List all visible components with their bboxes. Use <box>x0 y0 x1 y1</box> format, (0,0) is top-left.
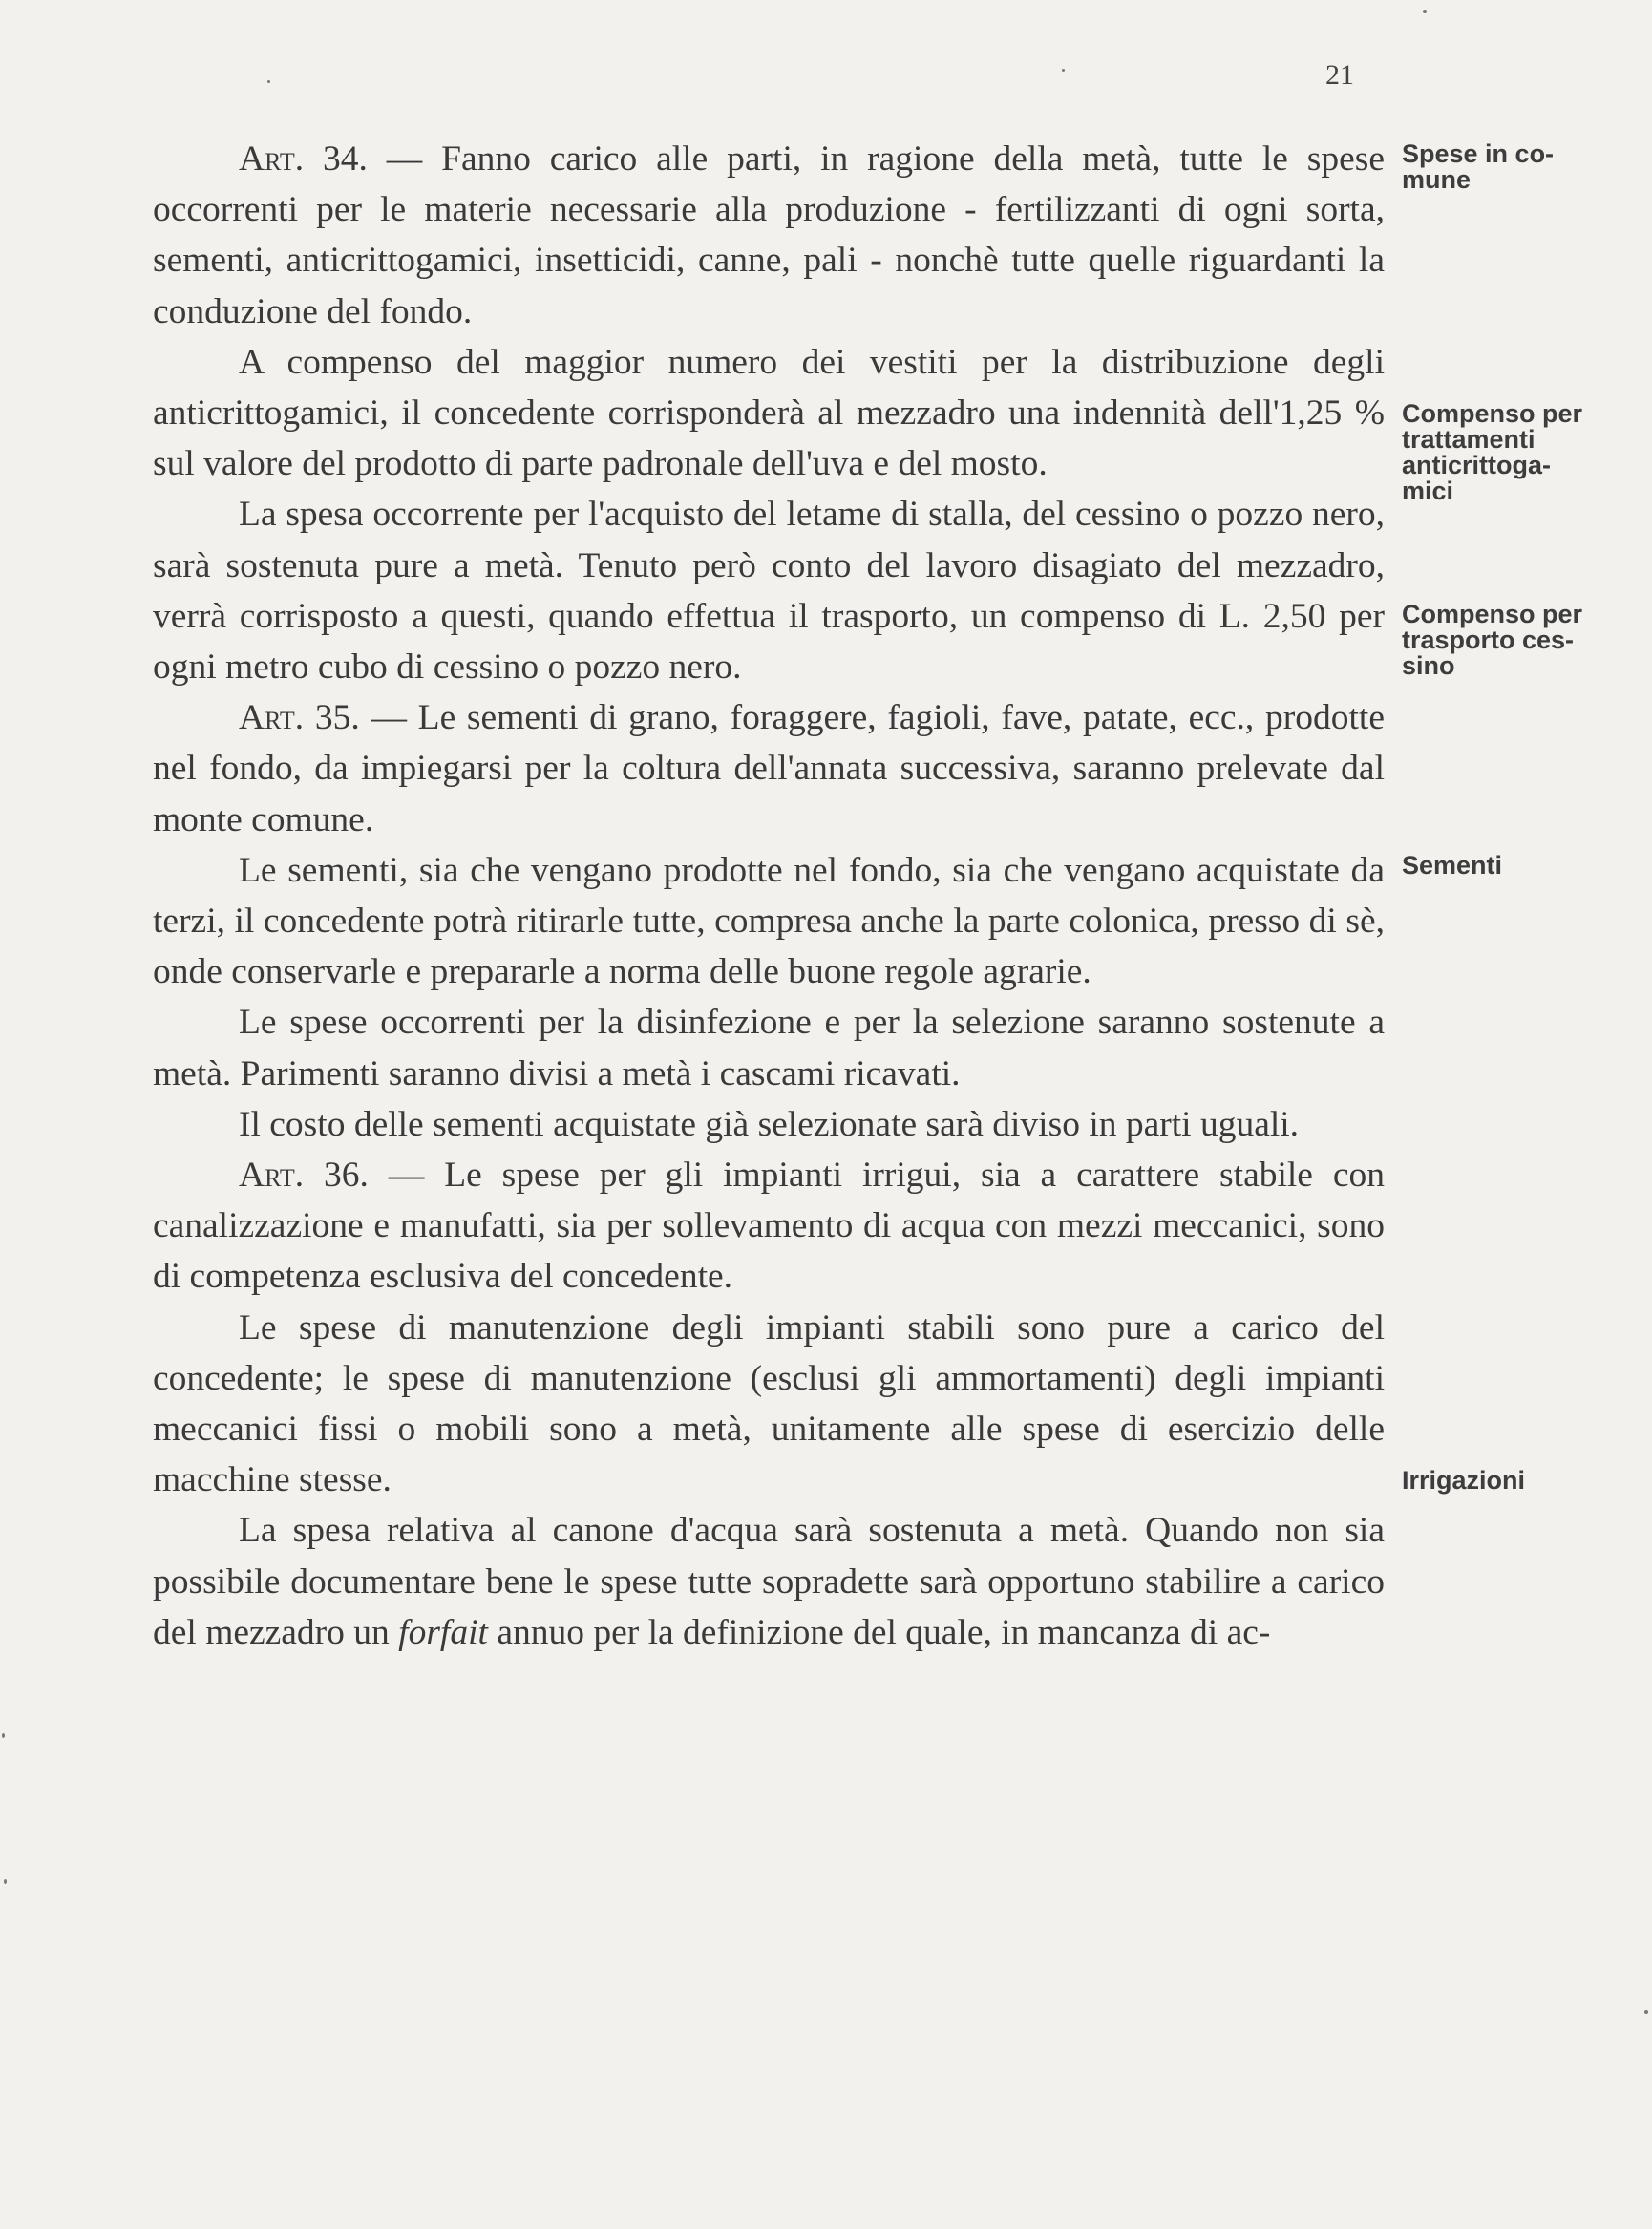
paragraph <box>153 1505 1385 1658</box>
margin-note-sementi <box>1402 853 1593 879</box>
paragraph-text: Le spese occorrenti per la disinfezione e per la selezione saranno sostenute a metà. Parimenti saranno divisi a metà i cascami ricavati. <box>153 1003 1385 1093</box>
margin-note-line: sino <box>1402 651 1455 680</box>
paper-speck <box>2 1733 5 1738</box>
margin-note-line: anticrittoga- <box>1402 451 1552 479</box>
page-number: 21 <box>1325 59 1354 91</box>
paragraph-text: Le spese di manutenzione degli impianti stabili sono pure a carico del concedente; le spese di manutenzione (esclusi gli ammortamenti) degli impianti meccanici fissi o mobili sono a metà, unitamente alle spese di esercizio delle macchine stesse. <box>153 1307 1385 1500</box>
margin-note-compenso-trasporto <box>1402 602 1593 679</box>
paper-speck <box>1644 2010 1648 2014</box>
margin-note-line: mici <box>1402 477 1454 505</box>
margin-note-irrigazioni <box>1402 1468 1593 1494</box>
paragraph-art-34 <box>153 134 1385 337</box>
paragraph-text-continued: annuo per la definizione del quale, in mancanza di ac- <box>487 1612 1271 1652</box>
article-label: Art. 36. <box>239 1156 369 1196</box>
paragraph <box>153 489 1385 692</box>
article-label: Art. 35. <box>239 698 360 738</box>
italic-term: forfait <box>398 1612 488 1652</box>
paragraph-text: A compenso del maggior numero dei vestiti per la distribuzione degli anticrittogamici, il concedente corrisponderà al mezzadro una indennità dell'1,25 % sul valore del prodotto di parte padronale dell'uva e del mosto. <box>153 342 1385 484</box>
paragraph <box>153 337 1385 490</box>
paragraph-text: Le sementi, sia che vengano prodotte nel fondo, sia che vengano acquistate da terzi, il concedente potrà ritirarle tutte, compresa anche la parte colonica, presso di sè, onde conservarle e prepararle a norma delle buone regole agrarie. <box>153 850 1385 992</box>
paragraph-text: La spesa occorrente per l'acquisto del letame di stalla, del cessino o pozzo nero, sarà sostenuta pure a metà. Tenuto però conto del lavoro disagiato del mezzadro, verrà corrisposto a questi, quando effettua il trasporto, un compenso di L. 2,50 per ogni metro cubo di cessino o pozzo nero. <box>153 495 1385 688</box>
margin-note-spese-in-comune <box>1402 141 1593 193</box>
paragraph-art-36 <box>153 1150 1385 1303</box>
margin-note-line: Sementi <box>1402 851 1503 880</box>
paper-speck <box>1423 10 1427 13</box>
paragraph <box>153 845 1385 998</box>
article-label: Art. 34. <box>239 139 368 179</box>
paragraph <box>153 1303 1385 1506</box>
margin-note-line: Irrigazioni <box>1402 1466 1526 1495</box>
margin-note-line: mune <box>1402 165 1472 194</box>
paragraph-text: — Le sementi di grano, foraggere, fagioli, fave, patate, ecc., prodotte nel fondo, da impiegarsi per la coltura dell'annata successiva, saranno prelevate dal monte comune. <box>153 698 1385 839</box>
paper-speck <box>4 1879 7 1884</box>
paper-speck <box>267 80 270 83</box>
body-text <box>153 134 1385 1658</box>
margin-note-line: trasporto ces- <box>1402 626 1575 654</box>
margin-note-compenso-trattamenti <box>1402 401 1593 504</box>
paragraph-art-35 <box>153 692 1385 845</box>
paragraph-text: La spesa relativa al canone d'acqua sarà sostenuta a metà. Quando non sia possibile documentare bene le spese tutte sopradette sarà opportuno stabilire a carico del mezzadro un <box>153 1511 1385 1652</box>
paragraph <box>153 1099 1385 1150</box>
paragraph-text: — Fanno carico alle parti, in ragione della metà, tutte le spese occorrenti per le materie necessarie alla produzione - fertilizzanti di ogni sorta, sementi, anticrittogamici, insetticidi, canne, pali - nonchè tutte quelle riguardanti la conduzione del fondo. <box>153 139 1385 331</box>
paragraph <box>153 997 1385 1098</box>
margin-note-line: Compenso per <box>1402 399 1583 428</box>
margin-note-line: Spese in co- <box>1402 139 1555 168</box>
margin-note-line: trattamenti <box>1402 425 1536 454</box>
paragraph-text: — Le spese per gli impianti irrigui, sia a carattere stabile con canalizzazione e manufatti, sia per sollevamento di acqua con mezzi meccanici, sono di competenza esclusiva del concedente. <box>153 1156 1385 1297</box>
margin-note-line: Compenso per <box>1402 600 1583 628</box>
paragraph-text: Il costo delle sementi acquistate già selezionate sarà diviso in parti uguali. <box>239 1104 1300 1144</box>
paper-speck <box>1062 69 1065 72</box>
